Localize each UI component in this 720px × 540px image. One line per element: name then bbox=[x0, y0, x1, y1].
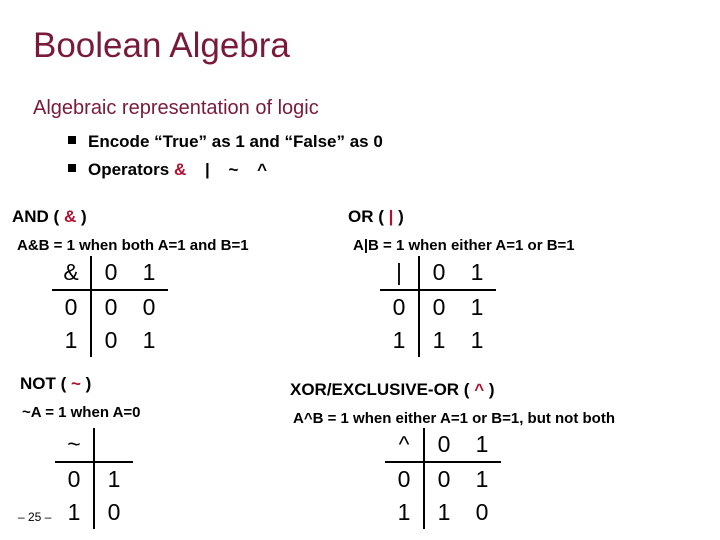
table-cell: 1 bbox=[463, 428, 501, 462]
operator-not: ~ bbox=[228, 160, 239, 179]
bullet-square-icon bbox=[68, 136, 76, 144]
table-cell: 0 bbox=[55, 462, 94, 496]
operator-xor: ^ bbox=[257, 160, 268, 179]
table-cell: 0 bbox=[437, 466, 451, 492]
table-cell: 1 bbox=[380, 324, 419, 357]
table-cell: 0 bbox=[52, 290, 91, 324]
table-cell: 0 bbox=[385, 462, 424, 496]
table-cell: 1 bbox=[52, 324, 91, 357]
table-cell: 1 bbox=[130, 256, 168, 290]
table-cell: & bbox=[52, 256, 91, 290]
slide-title: Boolean Algebra bbox=[33, 26, 290, 65]
table-cell: 0 bbox=[432, 294, 446, 320]
table-cell: 1 bbox=[107, 466, 121, 492]
table-cell: 0 bbox=[380, 290, 419, 324]
bullet-square-icon bbox=[68, 164, 76, 172]
or-heading bbox=[348, 207, 404, 227]
not-truth-table bbox=[55, 428, 133, 529]
table-cell: 0 bbox=[475, 499, 489, 525]
or-truth-table bbox=[380, 256, 496, 357]
slide-subtitle: Algebraic representation of logic bbox=[33, 97, 319, 119]
page-number: – 25 – bbox=[18, 510, 52, 524]
and-heading-op: & bbox=[63, 207, 77, 226]
table-cell: | bbox=[380, 256, 419, 290]
and-heading-pre: AND ( bbox=[12, 207, 64, 226]
and-heading bbox=[12, 207, 87, 227]
and-truth-table bbox=[52, 256, 168, 357]
not-heading-post: ) bbox=[80, 374, 92, 393]
table-cell: 1 bbox=[437, 499, 451, 525]
table-cell: 1 bbox=[470, 294, 484, 320]
not-description: ~A = 1 when A=0 bbox=[22, 404, 141, 421]
table-cell: 0 bbox=[142, 294, 156, 320]
table-cell bbox=[94, 428, 133, 462]
xor-heading-pre: XOR/EXCLUSIVE-OR ( bbox=[290, 380, 475, 399]
bullet-operators bbox=[68, 160, 267, 180]
operator-and: & bbox=[173, 160, 187, 179]
or-heading-op: | bbox=[388, 207, 394, 226]
table-cell: 1 bbox=[55, 496, 94, 529]
operator-or: | bbox=[205, 160, 210, 179]
not-heading-pre: NOT ( bbox=[20, 374, 71, 393]
bullet-encode-text: Encode “True” as 1 and “False” as 0 bbox=[88, 132, 383, 151]
table-cell: 1 bbox=[385, 496, 424, 529]
not-heading bbox=[20, 374, 91, 394]
table-cell: ^ bbox=[385, 428, 424, 462]
table-cell: 0 bbox=[91, 256, 130, 290]
table-cell: 1 bbox=[470, 327, 484, 353]
bullet-encode bbox=[68, 132, 383, 152]
and-description: A&B = 1 when both A=1 and B=1 bbox=[17, 237, 249, 254]
xor-heading bbox=[290, 380, 495, 400]
table-cell: 0 bbox=[424, 428, 463, 462]
table-cell: 0 bbox=[107, 499, 121, 525]
table-cell: ~ bbox=[55, 428, 94, 462]
or-heading-post: ) bbox=[393, 207, 404, 226]
table-cell: 1 bbox=[432, 327, 446, 353]
table-cell: 1 bbox=[458, 256, 496, 290]
bullet-operators-label: Operators bbox=[88, 160, 170, 179]
table-cell: 0 bbox=[104, 327, 118, 353]
or-description: A|B = 1 when either A=1 or B=1 bbox=[353, 237, 575, 254]
table-cell: 0 bbox=[419, 256, 458, 290]
table-cell: 1 bbox=[142, 327, 156, 353]
xor-truth-table bbox=[385, 428, 501, 529]
xor-description: A^B = 1 when either A=1 or B=1, but not both bbox=[293, 410, 615, 427]
or-heading-pre: OR ( bbox=[348, 207, 389, 226]
not-heading-op: ~ bbox=[71, 374, 81, 393]
table-cell: 0 bbox=[104, 294, 118, 320]
and-heading-post: ) bbox=[76, 207, 87, 226]
xor-heading-post: ) bbox=[484, 380, 495, 399]
table-cell: 1 bbox=[475, 466, 489, 492]
xor-heading-op: ^ bbox=[474, 380, 485, 399]
